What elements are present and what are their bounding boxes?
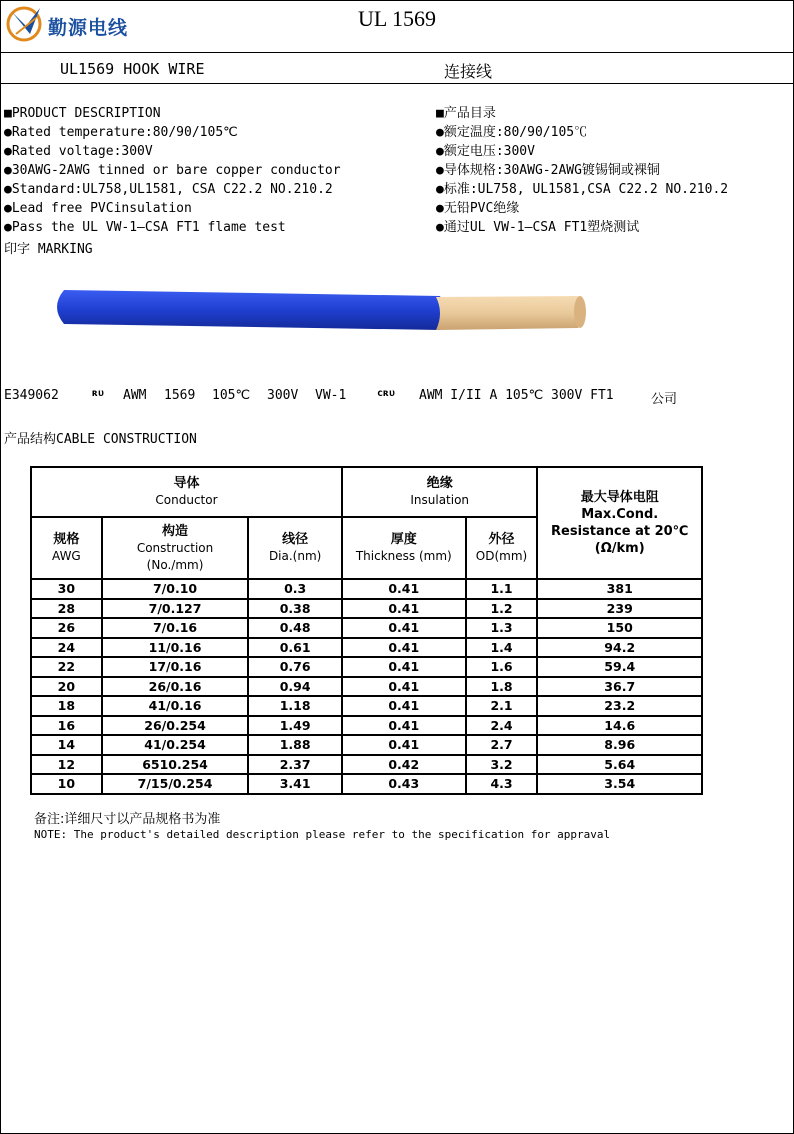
- cell-od: 1.8: [466, 677, 538, 697]
- description-line: ●Rated voltage:300V: [4, 144, 153, 159]
- cell-construction: 26/0.254: [102, 716, 249, 736]
- header-conductor: 导体 Conductor: [31, 467, 342, 517]
- cell-diameter: 1.18: [248, 696, 342, 716]
- cell-thickness: 0.41: [342, 677, 466, 697]
- cell-construction: 26/0.16: [102, 677, 249, 697]
- cell-od: 2.1: [466, 696, 538, 716]
- product-name-en: UL1569 HOOK WIRE: [60, 60, 205, 78]
- cell-construction: 7/0.10: [102, 579, 249, 599]
- cell-thickness: 0.43: [342, 774, 466, 794]
- cell-resistance: 8.96: [537, 735, 702, 755]
- cell-awg: 18: [31, 696, 102, 716]
- divider: [0, 83, 794, 84]
- cell-awg: 28: [31, 599, 102, 619]
- logo-text: 勤源电线: [48, 17, 129, 39]
- cell-diameter: 0.48: [248, 618, 342, 638]
- marking-style: 1569: [164, 388, 196, 403]
- cell-resistance: 239: [537, 599, 702, 619]
- cell-thickness: 0.41: [342, 696, 466, 716]
- description-line: ●导体规格:30AWG-2AWG镀锡铜或裸铜: [436, 163, 660, 178]
- marking-label: 印字 MARKING: [4, 242, 93, 257]
- header-od: 外径 OD(mm): [466, 517, 538, 579]
- cell-resistance: 36.7: [537, 677, 702, 697]
- cell-diameter: 0.76: [248, 657, 342, 677]
- cell-od: 1.3: [466, 618, 538, 638]
- ul-logo-icon: ʀᴜ: [92, 388, 105, 399]
- cell-awg: 20: [31, 677, 102, 697]
- cell-thickness: 0.41: [342, 735, 466, 755]
- cell-awg: 30: [31, 579, 102, 599]
- marking-awm: AWM: [123, 388, 147, 403]
- cul-logo-icon: cʀᴜ: [377, 388, 396, 399]
- header-resistance: 最大导体电阻 Max.Cond. Resistance at 20℃ (Ω/km): [537, 467, 702, 579]
- cable-insulation: [57, 290, 444, 330]
- header-awg: 规格 AWG: [31, 517, 102, 579]
- marking-temp: 105℃: [212, 388, 251, 403]
- description-line: ●标准:UL758, UL1581,CSA C22.2 NO.210.2: [436, 182, 729, 197]
- cell-od: 3.2: [466, 755, 538, 775]
- description-en: [4, 104, 341, 237]
- cell-awg: 14: [31, 735, 102, 755]
- cell-construction: 17/0.16: [102, 657, 249, 677]
- cell-thickness: 0.41: [342, 657, 466, 677]
- cell-od: 4.3: [466, 774, 538, 794]
- marking-file-no: E349062: [4, 388, 59, 403]
- description-line: ■产品目录: [436, 106, 496, 121]
- cable-image: [48, 288, 593, 333]
- cell-construction: 6510.254: [102, 755, 249, 775]
- cell-od: 1.4: [466, 638, 538, 658]
- cell-construction: 7/0.16: [102, 618, 249, 638]
- header-construction: 构造 Construction (No./mm): [102, 517, 249, 579]
- cell-resistance: 23.2: [537, 696, 702, 716]
- cell-diameter: 1.88: [248, 735, 342, 755]
- cell-thickness: 0.41: [342, 579, 466, 599]
- cell-thickness: 0.42: [342, 755, 466, 775]
- cell-resistance: 381: [537, 579, 702, 599]
- cell-diameter: 0.38: [248, 599, 342, 619]
- marking-flame: VW-1: [315, 388, 347, 403]
- page-title: UL 1569: [357, 6, 436, 31]
- description-line: ●30AWG-2AWG tinned or bare copper conductor: [4, 163, 341, 178]
- cell-od: 2.4: [466, 716, 538, 736]
- description-line: ●额定电压:300V: [436, 144, 535, 159]
- marking-company: 公司: [651, 392, 678, 407]
- header-diameter: 线径 Dia.(nm): [248, 517, 342, 579]
- cell-awg: 22: [31, 657, 102, 677]
- table-row: [31, 774, 702, 794]
- table-row: [31, 618, 702, 638]
- header-thickness: 厚度 Thickness (mm): [342, 517, 466, 579]
- table-row: [31, 755, 702, 775]
- description-line: ●Pass the UL VW-1—CSA FT1 flame test: [4, 220, 286, 235]
- cell-diameter: 3.41: [248, 774, 342, 794]
- cell-construction: 41/0.16: [102, 696, 249, 716]
- cell-thickness: 0.41: [342, 599, 466, 619]
- cell-resistance: 94.2: [537, 638, 702, 658]
- table-row: [31, 735, 702, 755]
- cell-thickness: 0.41: [342, 716, 466, 736]
- table-header-row: [31, 467, 702, 517]
- cell-awg: 16: [31, 716, 102, 736]
- divider: [0, 52, 794, 53]
- description-line: ●Rated temperature:80/90/105℃: [4, 125, 238, 140]
- cell-od: 1.6: [466, 657, 538, 677]
- cable-end: [574, 296, 586, 328]
- cell-resistance: 150: [537, 618, 702, 638]
- cell-diameter: 0.94: [248, 677, 342, 697]
- cell-construction: 11/0.16: [102, 638, 249, 658]
- table-row: [31, 696, 702, 716]
- description-line: ●通过UL VW-1—CSA FT1塑烧测试: [436, 220, 640, 235]
- cell-od: 1.2: [466, 599, 538, 619]
- description-line: ●无铅PVC绝缘: [436, 201, 520, 216]
- header-insulation: 绝缘 Insulation: [342, 467, 538, 517]
- marking-voltage: 300V: [267, 388, 299, 403]
- table-row: [31, 638, 702, 658]
- construction-label: 产品结构CABLE CONSTRUCTION: [4, 432, 197, 447]
- product-name-cn: 连接线: [444, 62, 493, 81]
- cell-construction: 7/15/0.254: [102, 774, 249, 794]
- marking-csa: AWM I/II A 105℃ 300V FT1: [419, 388, 614, 403]
- table-row: [31, 716, 702, 736]
- cell-resistance: 59.4: [537, 657, 702, 677]
- cell-diameter: 1.49: [248, 716, 342, 736]
- table-row: [31, 677, 702, 697]
- cell-resistance: 5.64: [537, 755, 702, 775]
- cell-awg: 24: [31, 638, 102, 658]
- cell-resistance: 3.54: [537, 774, 702, 794]
- cell-resistance: 14.6: [537, 716, 702, 736]
- cell-awg: 26: [31, 618, 102, 638]
- cell-od: 1.1: [466, 579, 538, 599]
- description-line: ●Standard:UL758,UL1581, CSA C22.2 NO.210.2: [4, 182, 333, 197]
- cell-awg: 12: [31, 755, 102, 775]
- cable-conductor: [436, 296, 583, 330]
- cell-diameter: 0.61: [248, 638, 342, 658]
- description-line: ■PRODUCT DESCRIPTION: [4, 106, 161, 121]
- table-row: [31, 579, 702, 599]
- table-row: [31, 657, 702, 677]
- cell-diameter: 2.37: [248, 755, 342, 775]
- note-en: NOTE: The product's detailed description please refer to the specification for appraval: [34, 828, 611, 841]
- cell-diameter: 0.3: [248, 579, 342, 599]
- cell-awg: 10: [31, 774, 102, 794]
- cell-od: 2.7: [466, 735, 538, 755]
- description-cn: [436, 104, 728, 237]
- table-row: [31, 599, 702, 619]
- note-cn: 备注:详细尺寸以产品规格书为准: [34, 812, 221, 827]
- description-line: ●Lead free PVCinsulation: [4, 201, 192, 216]
- cell-thickness: 0.41: [342, 638, 466, 658]
- cell-construction: 7/0.127: [102, 599, 249, 619]
- cell-thickness: 0.41: [342, 618, 466, 638]
- spec-table: [30, 466, 703, 795]
- cell-construction: 41/0.254: [102, 735, 249, 755]
- description-line: ●额定温度:80/90/105℃: [436, 125, 588, 140]
